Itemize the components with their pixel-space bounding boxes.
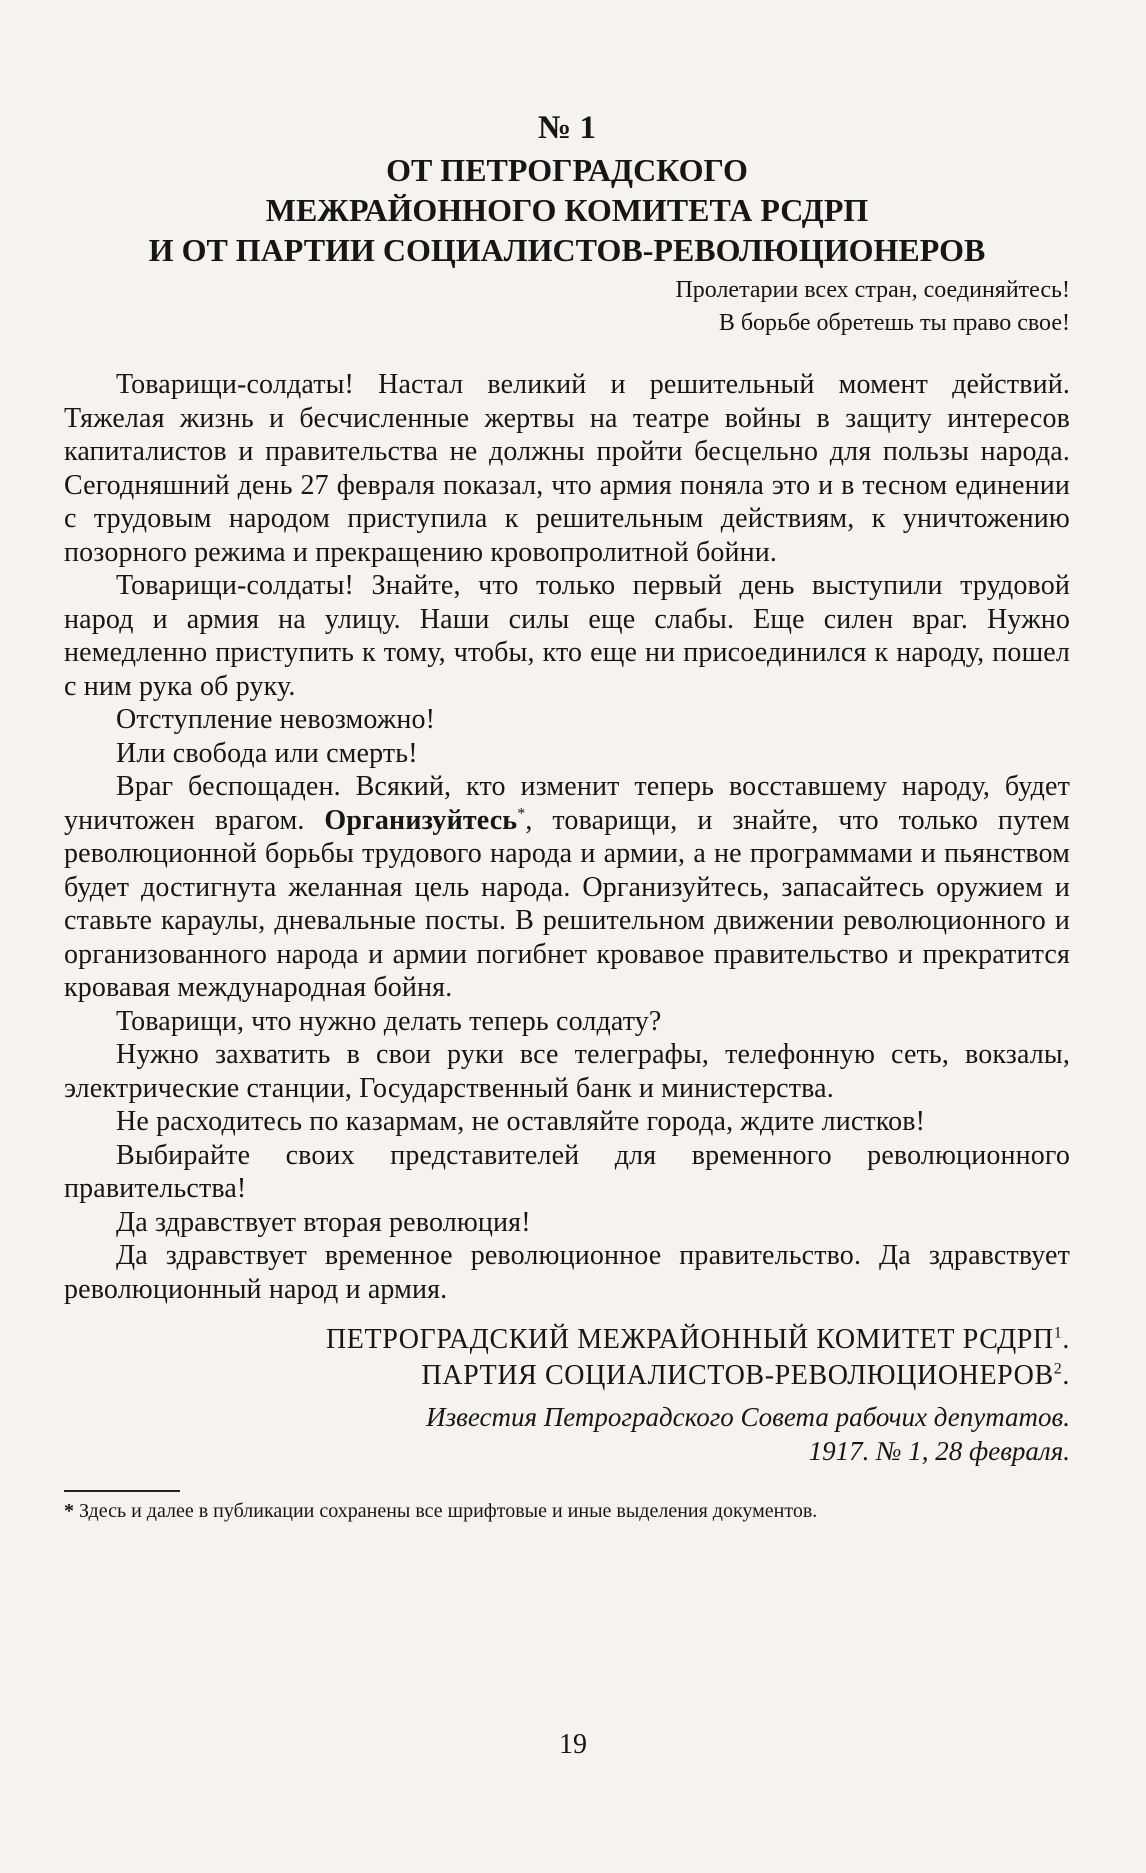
signature-punct: . (1062, 1360, 1070, 1391)
footnote-mark: * (64, 1500, 74, 1522)
source-citation (64, 1400, 1070, 1468)
source-line-2: 1917. № 1, 28 февраля. (808, 1436, 1070, 1466)
signature-org-1: ПЕТРОГРАДСКИЙ МЕЖРАЙОННЫЙ КОМИТЕТ РСДРП (325, 1324, 1054, 1355)
paragraph-organize (64, 770, 1070, 1005)
footnote-text: Здесь и далее в публикации сохранены все шрифтовые и иные выделения документов. (79, 1500, 818, 1522)
paragraph-text: Враг беспощаден. Всякий, кто изменит теперь восставшему народу, будет уничтожен врагом. (64, 771, 1070, 836)
paragraph: Не расходитесь по казармам, не оставляйте города, ждите листков! (116, 1106, 926, 1137)
footnote-marker: * (517, 805, 526, 823)
endnote-marker-1: 1 (1053, 1324, 1063, 1342)
heading-line-1: ОТ ПЕТРОГРАДСКОГО (386, 152, 748, 188)
endnote-marker-2: 2 (1053, 1360, 1063, 1378)
signature-line-2 (64, 1358, 1070, 1394)
paragraph: Выбирайте своих представителей для временного революционного правительства! (64, 1139, 1070, 1204)
heading-line-3: И ОТ ПАРТИИ СОЦИАЛИСТОВ-РЕВОЛЮЦИОНЕРОВ (148, 232, 986, 268)
paragraph: Да здравствует вторая революция! (116, 1206, 531, 1238)
signature (64, 1322, 1070, 1394)
signature-line-1 (64, 1322, 1070, 1358)
signature-org-2: ПАРТИЯ СОЦИАЛИСТОВ-РЕВОЛЮЦИОНЕРОВ (421, 1360, 1054, 1391)
paragraph: Товарищи-солдаты! Знайте, что только первый день выступили трудовой народ и армия на улицу. Наши силы еще слабы. Еще силен враг. Нужно немедленно приступить к тому, чтобы, кто еще ни присоединился к народу, пошел с ним рука об руку. (64, 570, 1070, 702)
document-number: № 1 (538, 110, 596, 146)
paragraph: Отступление невозможно! (116, 704, 436, 735)
slogan-1: Пролетарии всех стран, соединяйтесь! (675, 277, 1070, 303)
paragraph: Да здравствует временное революционное правительство. Да здравствует революционный народ и армия. (64, 1240, 1070, 1305)
source-line-1: Известия Петроградского Совета рабочих депутатов. (426, 1402, 1070, 1432)
slogans (64, 274, 1070, 340)
paragraph: Товарищи-солдаты! Настал великий и решительный момент действий. Тяжелая жизнь и бесчисленные жертвы на театре войны в защиту интересов капиталистов и правительства не должны пройти бесцельно для пользы народа. Сегодняшний день 27 февраля показал, что армия поняла это и в тесном единении с трудовым народом приступила к решительным действиям, к уничтожению позорного режима и прекращению кровопролитной бойни. (64, 369, 1070, 568)
paragraph-text: , товарищи, и знайте, что только путем революционной борьбы трудового народа и армии, а не программами и пьянством будет достигнута желанная цель народа. Организуйтесь, запасайтесь оружием и ставьте караулы, дневальные посты. В решительном движении революционного и организованного народа и армии погибнет кровавое правительство и прекратится кровавая международная бойня. (64, 804, 1070, 1003)
signature-punct: . (1062, 1324, 1070, 1355)
document-body (64, 368, 1070, 1306)
document-page (64, 108, 1070, 1522)
footnote-divider (64, 1490, 180, 1492)
paragraph: Нужно захватить в свои руки все телеграфы, телефонную сеть, вокзалы, электрические станции, Государственный банк и министерства. (64, 1039, 1070, 1104)
footnote (64, 1500, 1070, 1522)
page-number: 19 (559, 1729, 587, 1760)
paragraph: Товарищи, что нужно делать теперь солдату? (116, 1005, 662, 1037)
slogan-2: В борьбе обретешь ты право свое! (718, 310, 1070, 336)
paragraph: Или свобода или смерть! (116, 737, 418, 769)
document-heading (64, 150, 1070, 270)
heading-line-2: МЕЖРАЙОННОГО КОМИТЕТА РСДРП (265, 192, 869, 228)
emphasis-organize: Организуйтесь (324, 804, 518, 836)
